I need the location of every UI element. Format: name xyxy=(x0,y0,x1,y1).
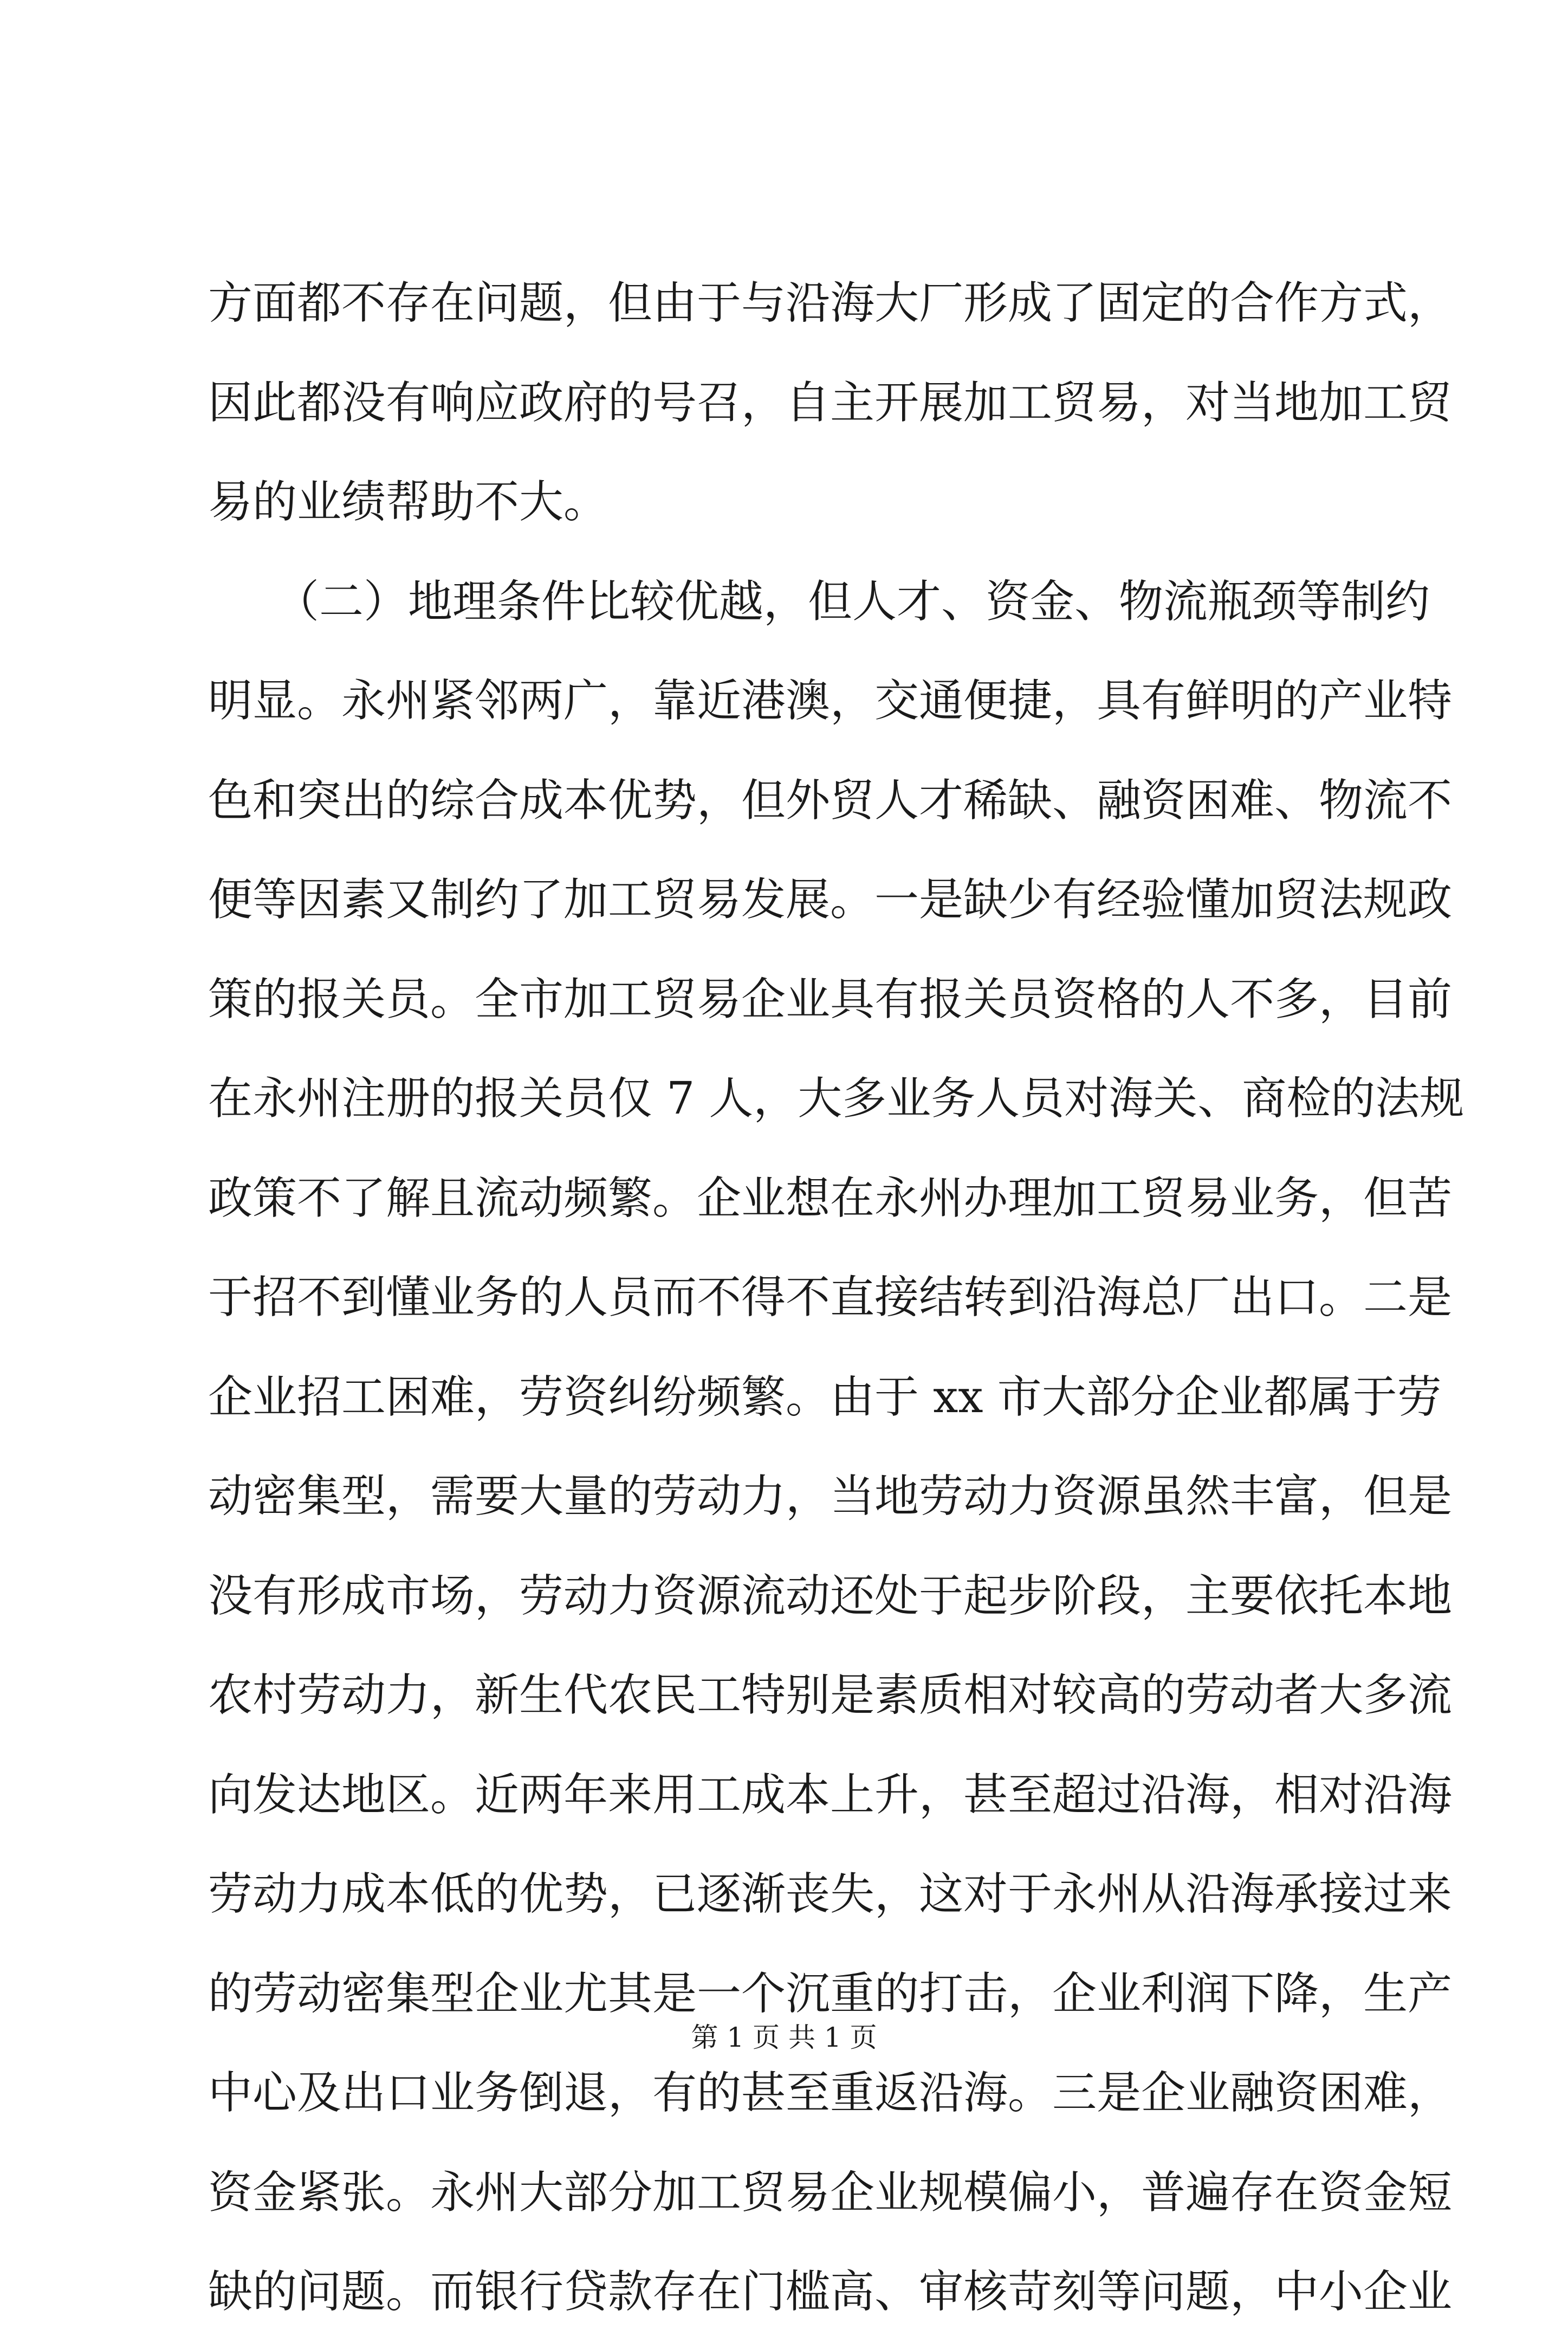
text-line: 因此都没有响应政府的号召，自主开展加工贸易，对当地加工贸 xyxy=(208,377,1453,429)
text-line: 于招不到懂业务的人员而不得不直接结转到沿海总厂出口。二是 xyxy=(208,1272,1453,1323)
text-line: 资金紧张。永州大部分加工贸易企业规模偏小，普遍存在资金短 xyxy=(208,2166,1453,2218)
text-line: 便等因素又制约了加工贸易发展。一是缺少有经验懂加贸法规政 xyxy=(208,874,1453,926)
text-line: 缺的问题。而银行贷款存在门槛高、审核苛刻等问题，中小企业 xyxy=(208,2266,1453,2318)
text-line: 策的报关员。全市加工贸易企业具有报关员资格的人不多，目前 xyxy=(208,973,1453,1025)
text-line: 易的业绩帮助不大。 xyxy=(208,476,608,528)
text-line: 向发达地区。近两年来用工成本上升，甚至超过沿海，相对沿海 xyxy=(208,1769,1453,1821)
text-line: 没有形成市场，劳动力资源流动还处于起步阶段，主要依托本地 xyxy=(208,1570,1453,1622)
text-line: 中心及出口业务倒退，有的甚至重返沿海。三是企业融资困难， xyxy=(208,2067,1453,2119)
text-line: 企业招工困难，劳资纠纷频繁。由于 xx 市大部分企业都属于劳 xyxy=(208,1371,1442,1423)
text-line: 动密集型，需要大量的劳动力，当地劳动力资源虽然丰富，但是 xyxy=(208,1471,1453,1522)
text-line: 劳动力成本低的优势，已逐渐丧失，这对于永州从沿海承接过来 xyxy=(208,1868,1453,1920)
text-line: 在永州注册的报关员仅 7 人，大多业务人员对海关、商检的法规 xyxy=(208,1073,1465,1124)
text-line: 的劳动密集型企业尤其是一个沉重的打击，企业利润下降，生产 xyxy=(208,1968,1453,2020)
text-line: 明显。永州紧邻两广，靠近港澳，交通便捷，具有鲜明的产业特 xyxy=(208,675,1453,727)
text-line: 政策不了解且流动频繁。企业想在永州办理加工贸易业务，但苦 xyxy=(208,1172,1453,1224)
page-footer: 第 1 页 共 1 页 xyxy=(691,2022,877,2053)
text-line: （二）地理条件比较优越，但人才、资金、物流瓶颈等制约 xyxy=(208,575,1430,627)
text-line: 色和突出的综合成本优势，但外贸人才稀缺、融资困难、物流不 xyxy=(208,774,1453,826)
text-line: 农村劳动力，新生代农民工特别是素质相对较高的劳动者大多流 xyxy=(208,1670,1453,1721)
text-line: 方面都不存在问题，但由于与沿海大厂形成了固定的合作方式， xyxy=(208,277,1453,329)
